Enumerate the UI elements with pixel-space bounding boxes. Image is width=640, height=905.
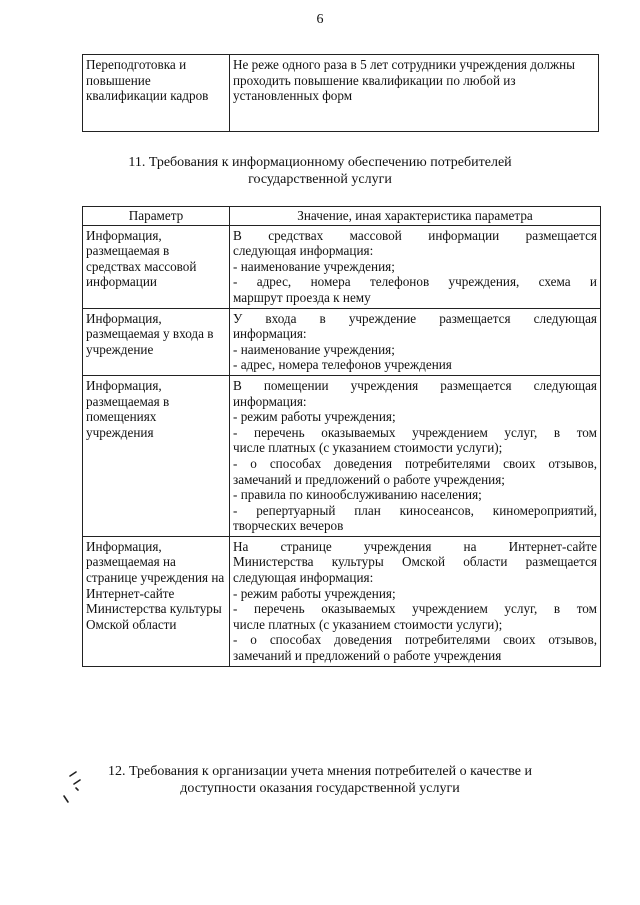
table-row <box>83 225 601 308</box>
value-line: - адрес, номера телефонов учреждения <box>233 357 452 373</box>
value-line: числе платных (с указанием стоимости услуги); <box>233 616 503 632</box>
table-row <box>83 308 601 375</box>
value-line: следующая информация: <box>233 243 374 259</box>
value-line: - о способах доведения потребителями своих отзывов, <box>233 455 597 471</box>
section-12-heading <box>0 763 640 797</box>
value-line: - перечень оказываемых учреждением услуг, в том <box>233 601 597 617</box>
value-line: замечаний и предложений о работе учреждения <box>233 648 502 664</box>
value-line: - наименование учреждения; <box>233 341 395 357</box>
table-row <box>83 536 601 666</box>
value-line: следующая информация: <box>233 570 374 586</box>
value-line: В помещении учреждения размещается следующая <box>233 377 597 393</box>
value-line: - перечень оказываемых учреждением услуг, в том <box>233 424 597 440</box>
value-line: В средствах массовой информации размещается <box>233 227 597 243</box>
param-cell: Переподготовка и повышение квалификации кадров <box>83 55 230 132</box>
info-provision-table <box>82 206 601 667</box>
table-row <box>83 55 599 132</box>
value-line: - режим работы учреждения; <box>233 409 396 425</box>
value-cell <box>230 375 601 536</box>
section-11-heading-line2: государственной услуги <box>248 172 392 187</box>
value-line: Министерства культуры Омской области размещается <box>233 554 597 570</box>
qualification-table <box>82 54 599 132</box>
value-line: - репертуарный план киносеансов, киномероприятий, <box>233 502 597 518</box>
value-line: - режим работы учреждения; <box>233 585 396 601</box>
table-row <box>83 375 601 536</box>
value-line: На странице учреждения на Интернет-сайте <box>233 538 597 554</box>
value-line: - адрес, номера телефонов учреждения, схема и <box>233 274 597 290</box>
value-line: числе платных (с указанием стоимости услуги); <box>233 440 503 456</box>
value-cell <box>230 536 601 666</box>
value-cell <box>230 225 601 308</box>
column-header-value: Значение, иная характеристика параметра <box>230 207 601 226</box>
value-cell <box>230 308 601 375</box>
value-line: - наименование учреждения; <box>233 258 395 274</box>
column-header-parameter: Параметр <box>83 207 230 226</box>
table-header-row <box>83 207 601 226</box>
param-cell: Информация, размещаемая в средствах массовой информации <box>83 225 230 308</box>
value-cell: Не реже одного раза в 5 лет сотрудники учреждения должны проходить повышение квалификации по любой из установленных форм <box>230 55 599 132</box>
section-12-heading-line1: 12. Требования к организации учета мнения потребителей о качестве и <box>108 764 532 779</box>
section-12-heading-line2: доступности оказания государственной услуги <box>180 781 460 796</box>
value-line: информация: <box>233 393 307 409</box>
page-number: 6 <box>316 12 324 27</box>
value-line: маршрут проезда к нему <box>233 289 371 305</box>
value-line: информация: <box>233 326 307 342</box>
section-11-heading-line1: 11. Требования к информационному обеспечению потребителей <box>128 155 512 170</box>
value-line: замечаний и предложений о работе учреждения; <box>233 471 505 487</box>
ink-mark <box>56 770 86 810</box>
value-line: творческих вечеров <box>233 518 344 534</box>
param-cell: Информация, размещаемая на странице учреждения на Интернет-сайте Министерства культуры Омской области <box>83 536 230 666</box>
value-line: У входа в учреждение размещается следующая <box>233 310 597 326</box>
section-11-heading <box>0 154 640 188</box>
value-line: - правила по кинообслуживанию населения; <box>233 487 482 503</box>
value-line: - о способах доведения потребителями своих отзывов, <box>233 632 597 648</box>
param-cell: Информация, размещаемая в помещениях учреждения <box>83 375 230 536</box>
param-cell: Информация, размещаемая у входа в учреждение <box>83 308 230 375</box>
